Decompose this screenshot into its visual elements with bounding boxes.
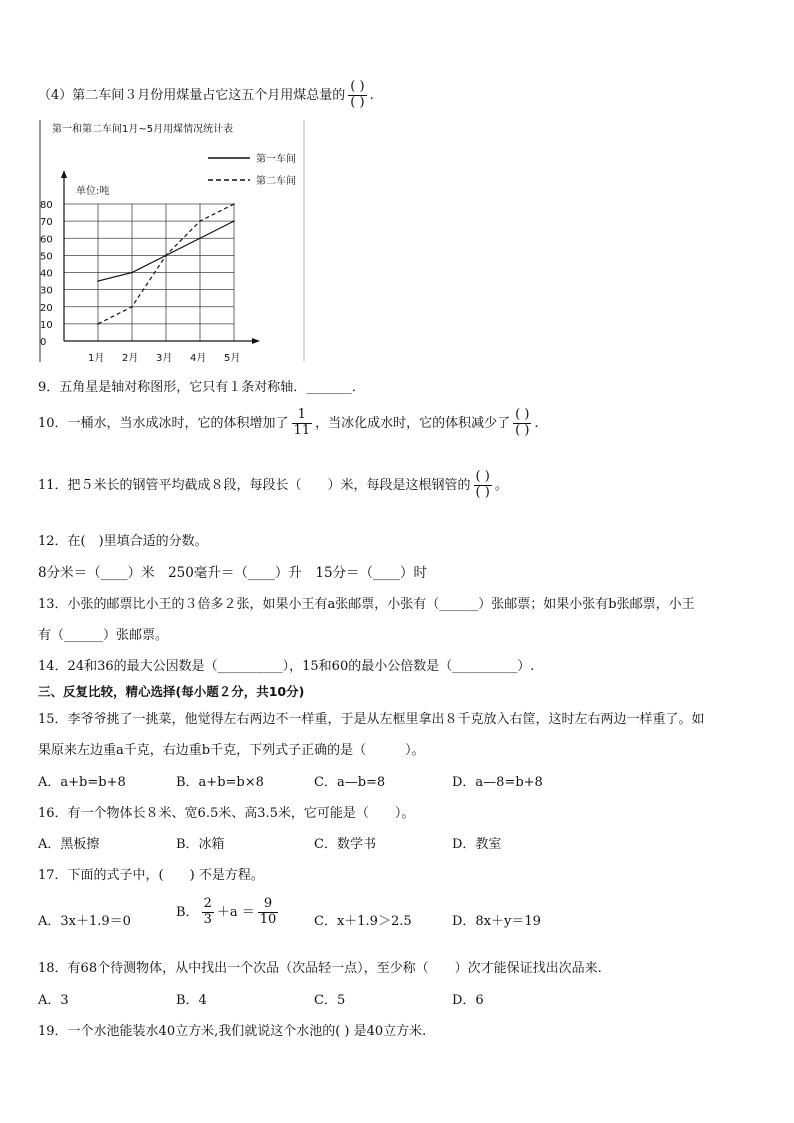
q17-option-d[interactable]: D．8x＋y＝19	[452, 914, 541, 929]
fraction-9-10: $\frac{9}{10}$	[259, 896, 277, 927]
x-tick-label: 5月	[224, 353, 241, 364]
fraction-2-3: $\frac{2}{3}$	[203, 896, 212, 927]
x-tick-label: 4月	[190, 353, 207, 364]
y-tick-label: 50	[40, 251, 53, 263]
question-15-line1: 15．李爷爷挑了一挑菜，他觉得左右两边不一样重，于是从左框里拿出８千克放入右筐，这时左右两边一样重了。如	[38, 712, 705, 727]
y-tick-label: 80	[40, 200, 53, 211]
question-13-line1: 13．小张的邮票比小王的３倍多２张，如果小王有a张邮票，小张有（______）张邮票；如果小张有b张邮票，小王	[38, 597, 695, 612]
q18-option-a[interactable]: A．3	[38, 993, 69, 1008]
x-axis-arrow	[252, 338, 260, 344]
question-18: 18．有68个待测物体，从中找出一个次品（次品轻一点），至少称（ ）次才能保证找出次品来.	[38, 961, 602, 976]
x-tick-label: 1月	[88, 353, 105, 364]
question-4-part: （4）第二车间３月份用煤量占它这五个月用煤总量的 $\frac{( )}{( )}$ .	[38, 79, 374, 110]
legend-label: 第一车间	[256, 154, 296, 165]
y-tick-label: 20	[40, 302, 53, 314]
q15-option-c[interactable]: C．a—b=8	[314, 775, 386, 790]
data-point	[199, 220, 201, 222]
chart-svg	[36, 118, 306, 364]
y-tick-label: 40	[40, 268, 53, 280]
coal-usage-line-chart	[36, 118, 306, 364]
question-12-blanks: 8分米＝（____）米 250毫升＝（____）升 15分＝（____）时	[38, 565, 428, 581]
q17-option-c[interactable]: C．x＋1.9＞2.5	[314, 914, 412, 929]
question-12: 12．在( )里填合适的分数。	[38, 534, 208, 549]
q15-option-a[interactable]: A．a+b=b+8	[38, 775, 126, 790]
y-tick-label: 70	[40, 217, 53, 229]
data-point	[199, 237, 201, 239]
question-14: 14．24和36的最大公因数是（__________），15和60的最小公倍数是（__________）.	[38, 659, 535, 674]
q16-option-b[interactable]: B．冰箱	[176, 837, 225, 852]
q18-option-b[interactable]: B．4	[176, 993, 207, 1008]
question-15-line2: 果原来左边重a千克，右边重b千克，下列式子正确的是（ ）。	[38, 743, 425, 758]
chart-grid	[64, 204, 234, 341]
question-13-line2: 有（______）张邮票。	[38, 628, 169, 643]
q17-option-a[interactable]: A．3x＋1.9＝0	[38, 914, 131, 929]
y-tick-label: 30	[40, 285, 53, 297]
q16-option-c[interactable]: C．数学书	[314, 837, 376, 852]
q18-option-c[interactable]: C．5	[314, 993, 346, 1008]
question-19: 19．一个水池能装水40立方米,我们就说这个水池的( ) 是40立方米.	[38, 1024, 427, 1039]
y-axis-arrow	[61, 170, 67, 178]
data-point	[233, 220, 235, 222]
data-point	[97, 323, 99, 325]
chart-legend	[208, 152, 296, 187]
fraction-1-11: $\frac{1}{11}$	[293, 407, 311, 438]
fraction-blank: $\frac{( )}{( )}$	[515, 407, 530, 438]
q18-option-d[interactable]: D．6	[452, 993, 484, 1008]
q17-option-b[interactable]: B． $\frac{2}{3}$ ＋a ＝ $\frac{9}{10}$	[176, 896, 277, 927]
q16-option-d[interactable]: D．教室	[452, 837, 502, 852]
section-3-heading: 三、反复比较，精心选择(每小题２分，共10分)	[38, 684, 305, 699]
question-16: 16．有一个物体长８米、宽6.5米、高3.5米，它可能是（ ）。	[38, 806, 415, 821]
fraction-blank: $\frac{( )}{( )}$	[475, 469, 490, 500]
q16-option-a[interactable]: A．黑板擦	[38, 837, 100, 852]
data-point	[131, 306, 133, 308]
q15-option-d[interactable]: D．a—8=b+8	[452, 775, 543, 790]
question-11: 11．把５米长的钢管平均截成８段，每段长（ ）米，每段是这根钢管的 $\frac{( )}{( )}$ 。	[38, 469, 508, 500]
chart-y-ticks	[40, 200, 53, 348]
data-point	[165, 255, 167, 257]
data-point	[131, 272, 133, 274]
data-point	[97, 280, 99, 282]
y-tick-label: 60	[40, 234, 53, 246]
x-tick-label: 3月	[156, 353, 173, 364]
chart-unit-label: 单位:吨	[76, 186, 110, 197]
question-9: 9．五角星是轴对称图形，它只有１条对称轴．_______．	[38, 380, 365, 395]
x-tick-label: 2月	[122, 353, 139, 364]
legend-label: 第二车间	[256, 176, 296, 187]
chart-title: 第一和第二车间1月~5月用煤情况统计表	[52, 124, 234, 135]
question-10: 10．一桶水，当水成冰时，它的体积增加了 $\frac{1}{11}$ ，当冰化成水时，它的体积减少了 $\frac{( )}{( )}$ .	[38, 407, 539, 438]
data-point	[233, 203, 235, 205]
question-17: 17．下面的式子中，( ) 不是方程。	[38, 868, 264, 883]
chart-x-ticks	[88, 352, 240, 364]
fraction-blank: $\frac{( )}{( )}$	[350, 79, 365, 110]
q15-option-b[interactable]: B．a+b=b×8	[176, 775, 264, 790]
y-tick-label: 10	[40, 319, 53, 331]
y-tick-label: 0	[40, 337, 47, 348]
